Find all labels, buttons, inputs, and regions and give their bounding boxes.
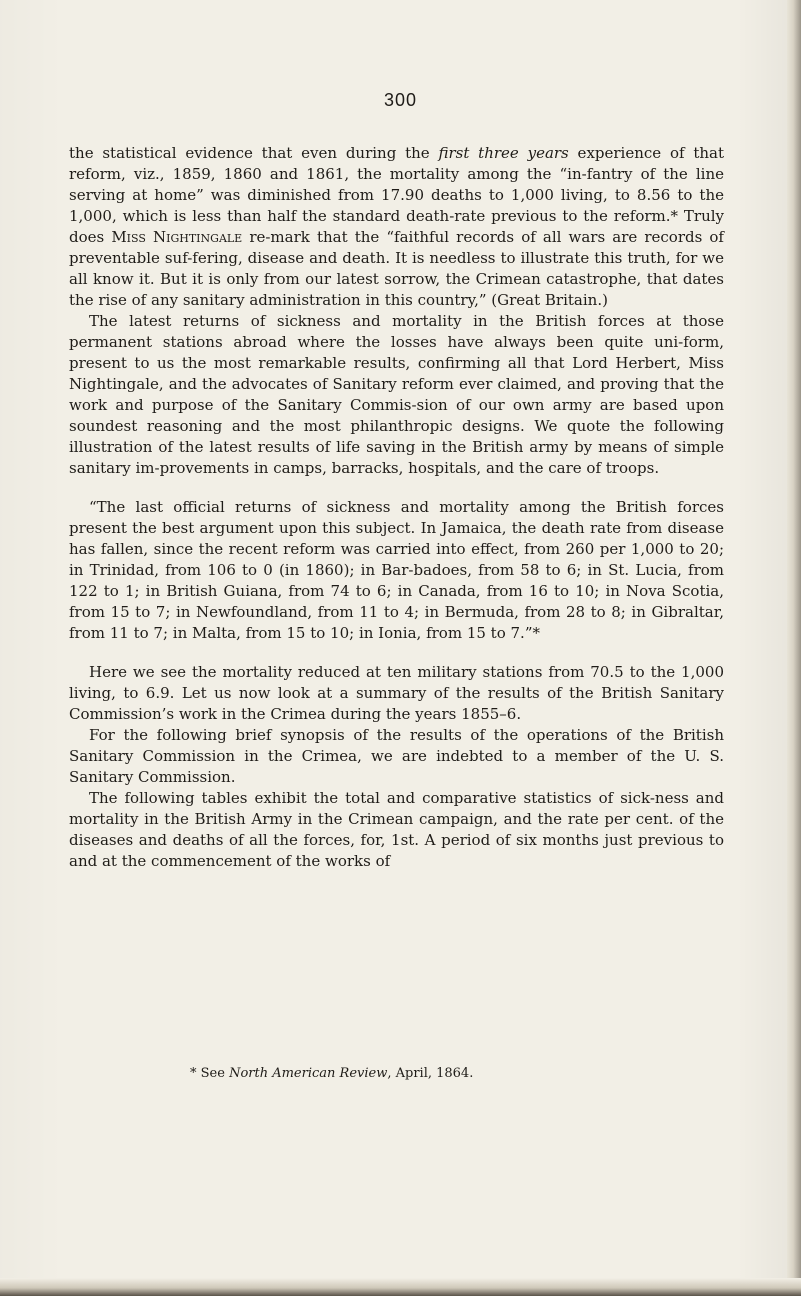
page-bottom-edge: [0, 1278, 801, 1296]
paragraph-4: Here we see the mortality reduced at ten military stations from 70.5 to the 1,000 living, to 6.9. Let us now look at a summary of the results of the British Sanitary Commission’s work in the Crimea during the years 1855–6.: [69, 663, 724, 723]
name-miss-nightingale: Miss Nightingale: [111, 228, 243, 246]
paragraph-6: The following tables exhibit the total and comparative statistics of sick-ness and mortality in the British Army in the Crimean campaign, and the rate per cent. of the diseases and deaths of all the forces, for, 1st. A period of six months just previous to and at the commencement of the works of: [69, 789, 724, 870]
emphasis-first-three-years: first three years: [438, 144, 569, 162]
footnote: * See North American Review, April, 1864.: [190, 1066, 474, 1081]
paragraph-5: For the following brief synopsis of the results of the operations of the British Sanitary Commission in the Crimea, we are indebted to a member of the U. S. Sanitary Commission.: [69, 726, 724, 786]
paragraph-3-quotation: “The last official returns of sickness and mortality among the British forces present the best argument upon this subject. In Jamaica, the death rate from disease has fallen, since the recent reform was carried into effect, from 260 per 1,000 to 20; in Trinidad, from 106 to 0 (in 1860); in Bar-badoes, from 58 to 6; in St. Lucia, from 122 to 1; in British Guiana, from 74 to 6; in Canada, from 16 to 10; in Nova Scotia, from 15 to 7; in Newfoundland, from 11 to 4; in Bermuda, from 28 to 8; in Gibraltar, from 11 to 7; in Malta, from 15 to 10; in Ionia, from 15 to 7.”*: [69, 498, 724, 642]
paragraph-1: the statistical evidence that even during the first three years experience of that reform, viz., 1859, 1860 and 1861, the mortality among the “in-fantry of the line serving at home” was diminished from 17.90 deaths to 1,000 living, to 8.56 to the 1,000, which is less than half the standard death-rate previous to the reform.* Truly does Miss Nightingale re-mark that the “faithful records of all wars are records of preventable suf-fering, disease and death. It is needless to illustrate this truth, for we all know it. But it is only from our latest sorrow, the Crimean catastrophe, that dates the rise of any sanitary administration in this country,” (Great Britain.): [69, 144, 724, 309]
paragraph-2: The latest returns of sickness and mortality in the British forces at those permanent stations abroad where the losses have always been quite uni-form, present to us the most remarkable results, confirming all that Lord Herbert, Miss Nightingale, and the advocates of Sanitary reform ever claimed, and proving that the work and purpose of the Sanitary Commis-sion of our own army are based upon soundest reasoning and the most philanthropic designs. We quote the following illustration of the latest results of life saving in the British army by means of simple sanitary im-provements in camps, barracks, hospitals, and the care of troops.: [69, 312, 724, 477]
page-right-edge: [787, 0, 801, 1296]
footnote-publication-title: North American Review: [229, 1066, 388, 1081]
body-text: [69, 143, 724, 872]
page-number: 300: [383, 90, 418, 110]
